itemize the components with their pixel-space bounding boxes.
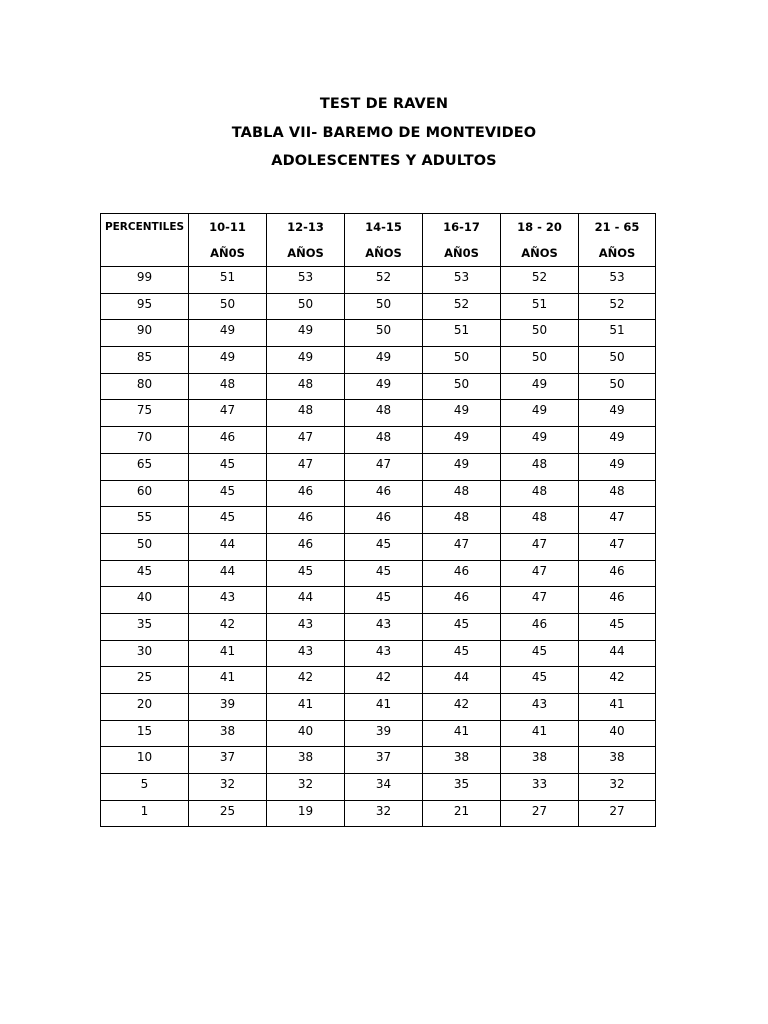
score-cell: 38 <box>267 747 345 774</box>
header-top-label: 18 - 20 <box>517 220 562 234</box>
score-cell: 32 <box>345 800 423 827</box>
score-cell: 49 <box>501 400 579 427</box>
score-cell: 50 <box>579 373 656 400</box>
score-cell: 44 <box>189 560 267 587</box>
score-cell: 53 <box>423 267 501 294</box>
score-cell: 47 <box>267 453 345 480</box>
table-row <box>101 453 656 480</box>
score-cell: 50 <box>579 347 656 374</box>
score-cell: 51 <box>501 293 579 320</box>
score-cell: 52 <box>579 293 656 320</box>
score-cell: 48 <box>579 480 656 507</box>
header-bottom-label: AÑOS <box>598 246 636 260</box>
score-cell: 48 <box>423 507 501 534</box>
score-cell: 45 <box>345 560 423 587</box>
score-cell: 32 <box>579 774 656 801</box>
score-cell: 43 <box>345 613 423 640</box>
score-cell: 49 <box>345 373 423 400</box>
score-cell: 46 <box>267 507 345 534</box>
score-cell: 27 <box>501 800 579 827</box>
score-cell: 50 <box>345 320 423 347</box>
header-top-label: 21 - 65 <box>594 220 640 234</box>
score-cell: 42 <box>579 667 656 694</box>
score-cell: 41 <box>189 640 267 667</box>
header-bottom-label <box>101 240 188 266</box>
score-cell: 50 <box>423 347 501 374</box>
score-cell: 47 <box>579 507 656 534</box>
percentile-cell: 20 <box>101 694 189 721</box>
header-bottom-label: AÑ0S <box>210 246 245 260</box>
score-cell: 21 <box>423 800 501 827</box>
score-cell: 48 <box>189 373 267 400</box>
score-cell: 46 <box>423 560 501 587</box>
percentile-cell: 10 <box>101 747 189 774</box>
title-tabla-vii: TABLA VII- BAREMO DE MONTEVIDEO <box>231 124 537 141</box>
score-cell: 40 <box>579 720 656 747</box>
score-cell: 45 <box>423 640 501 667</box>
score-cell: 38 <box>579 747 656 774</box>
score-cell: 45 <box>501 640 579 667</box>
score-cell: 46 <box>345 480 423 507</box>
score-cell: 45 <box>189 453 267 480</box>
score-cell: 43 <box>267 613 345 640</box>
score-cell: 52 <box>501 267 579 294</box>
score-cell: 43 <box>501 694 579 721</box>
table-row <box>101 347 656 374</box>
score-cell: 47 <box>501 533 579 560</box>
score-cell: 49 <box>345 347 423 374</box>
score-cell: 49 <box>189 320 267 347</box>
document-titles <box>0 90 768 176</box>
score-cell: 38 <box>423 747 501 774</box>
score-cell: 40 <box>267 720 345 747</box>
score-cell: 45 <box>423 613 501 640</box>
score-cell: 45 <box>189 480 267 507</box>
score-cell: 38 <box>501 747 579 774</box>
table-row <box>101 480 656 507</box>
score-cell: 49 <box>189 347 267 374</box>
title-adolescentes-adultos: ADOLESCENTES Y ADULTOS <box>271 153 497 169</box>
table-body <box>101 267 656 827</box>
percentile-cell: 65 <box>101 453 189 480</box>
percentile-cell: 95 <box>101 293 189 320</box>
score-cell: 34 <box>345 774 423 801</box>
percentile-cell: 85 <box>101 347 189 374</box>
table-row <box>101 747 656 774</box>
score-cell: 48 <box>267 373 345 400</box>
score-cell: 42 <box>423 694 501 721</box>
header-age-group <box>423 214 501 267</box>
score-cell: 49 <box>267 320 345 347</box>
score-cell: 47 <box>579 533 656 560</box>
header-top-label: 12-13 <box>287 220 324 234</box>
score-cell: 44 <box>423 667 501 694</box>
header-top-label: 14-15 <box>365 220 402 234</box>
percentile-cell: 35 <box>101 613 189 640</box>
percentile-cell: 80 <box>101 373 189 400</box>
table-row <box>101 293 656 320</box>
score-cell: 48 <box>501 480 579 507</box>
table-row <box>101 800 656 827</box>
table-row <box>101 694 656 721</box>
table-row <box>101 720 656 747</box>
score-cell: 49 <box>579 400 656 427</box>
score-cell: 53 <box>579 267 656 294</box>
score-cell: 49 <box>579 453 656 480</box>
percentile-cell: 99 <box>101 267 189 294</box>
score-cell: 50 <box>267 293 345 320</box>
score-cell: 48 <box>345 400 423 427</box>
score-cell: 49 <box>267 347 345 374</box>
score-cell: 47 <box>501 560 579 587</box>
score-cell: 43 <box>267 640 345 667</box>
percentile-cell: 75 <box>101 400 189 427</box>
score-cell: 46 <box>423 587 501 614</box>
percentile-cell: 90 <box>101 320 189 347</box>
percentile-cell: 30 <box>101 640 189 667</box>
score-cell: 47 <box>501 587 579 614</box>
percentile-cell: 55 <box>101 507 189 534</box>
score-cell: 46 <box>267 533 345 560</box>
score-cell: 38 <box>189 720 267 747</box>
score-cell: 46 <box>189 427 267 454</box>
table-row <box>101 560 656 587</box>
table-row <box>101 667 656 694</box>
score-cell: 41 <box>345 694 423 721</box>
score-cell: 51 <box>423 320 501 347</box>
score-cell: 45 <box>345 587 423 614</box>
score-cell: 47 <box>345 453 423 480</box>
score-cell: 49 <box>501 373 579 400</box>
score-cell: 32 <box>267 774 345 801</box>
score-cell: 49 <box>423 400 501 427</box>
table-row <box>101 774 656 801</box>
score-cell: 39 <box>189 694 267 721</box>
percentile-cell: 60 <box>101 480 189 507</box>
header-row <box>101 214 656 267</box>
title-test-de-raven: TEST DE RAVEN <box>319 96 449 112</box>
score-cell: 50 <box>501 320 579 347</box>
score-cell: 46 <box>579 560 656 587</box>
score-cell: 45 <box>345 533 423 560</box>
score-cell: 41 <box>267 694 345 721</box>
table-row <box>101 613 656 640</box>
percentile-cell: 25 <box>101 667 189 694</box>
score-cell: 37 <box>345 747 423 774</box>
score-cell: 48 <box>501 453 579 480</box>
score-cell: 33 <box>501 774 579 801</box>
score-cell: 42 <box>189 613 267 640</box>
score-cell: 53 <box>267 267 345 294</box>
score-cell: 49 <box>423 453 501 480</box>
score-cell: 41 <box>501 720 579 747</box>
table-row <box>101 267 656 294</box>
score-cell: 41 <box>189 667 267 694</box>
score-cell: 51 <box>189 267 267 294</box>
header-top-label: 16-17 <box>443 220 480 234</box>
header-age-group <box>267 214 345 267</box>
score-cell: 46 <box>579 587 656 614</box>
score-cell: 41 <box>579 694 656 721</box>
table-row <box>101 640 656 667</box>
header-bottom-label: AÑOS <box>521 246 558 260</box>
score-cell: 27 <box>579 800 656 827</box>
score-cell: 47 <box>267 427 345 454</box>
score-cell: 42 <box>345 667 423 694</box>
score-cell: 44 <box>189 533 267 560</box>
score-cell: 46 <box>345 507 423 534</box>
table-row <box>101 373 656 400</box>
score-cell: 43 <box>345 640 423 667</box>
score-cell: 45 <box>189 507 267 534</box>
table-row <box>101 320 656 347</box>
score-cell: 50 <box>189 293 267 320</box>
header-top-label: 10-11 <box>209 220 246 234</box>
header-bottom-label: AÑOS <box>365 246 402 260</box>
baremo-table <box>100 213 656 827</box>
score-cell: 52 <box>345 267 423 294</box>
score-cell: 47 <box>189 400 267 427</box>
header-age-group <box>345 214 423 267</box>
score-cell: 39 <box>345 720 423 747</box>
table-row <box>101 533 656 560</box>
score-cell: 47 <box>423 533 501 560</box>
score-cell: 25 <box>189 800 267 827</box>
score-cell: 37 <box>189 747 267 774</box>
score-cell: 48 <box>345 427 423 454</box>
table-row <box>101 507 656 534</box>
score-cell: 48 <box>267 400 345 427</box>
table-header <box>101 214 656 267</box>
score-cell: 43 <box>189 587 267 614</box>
score-cell: 42 <box>267 667 345 694</box>
header-bottom-label: AÑOS <box>287 246 324 260</box>
score-cell: 44 <box>267 587 345 614</box>
score-cell: 49 <box>423 427 501 454</box>
header-age-group <box>579 214 656 267</box>
score-cell: 44 <box>579 640 656 667</box>
percentile-cell: 70 <box>101 427 189 454</box>
score-cell: 48 <box>501 507 579 534</box>
score-cell: 45 <box>501 667 579 694</box>
score-cell: 46 <box>267 480 345 507</box>
score-cell: 45 <box>267 560 345 587</box>
score-cell: 45 <box>579 613 656 640</box>
score-cell: 35 <box>423 774 501 801</box>
score-cell: 41 <box>423 720 501 747</box>
percentile-cell: 15 <box>101 720 189 747</box>
table-row <box>101 400 656 427</box>
table-row <box>101 427 656 454</box>
score-cell: 50 <box>423 373 501 400</box>
score-cell: 50 <box>501 347 579 374</box>
score-cell: 50 <box>345 293 423 320</box>
table-row <box>101 587 656 614</box>
score-cell: 49 <box>501 427 579 454</box>
score-cell: 46 <box>501 613 579 640</box>
score-cell: 19 <box>267 800 345 827</box>
score-cell: 49 <box>579 427 656 454</box>
score-cell: 32 <box>189 774 267 801</box>
score-cell: 51 <box>579 320 656 347</box>
score-cell: 52 <box>423 293 501 320</box>
header-top-label: PERCENTILES <box>104 221 185 233</box>
header-age-group <box>189 214 267 267</box>
header-age-group <box>501 214 579 267</box>
percentile-cell: 50 <box>101 533 189 560</box>
percentile-cell: 45 <box>101 560 189 587</box>
percentile-cell: 5 <box>101 774 189 801</box>
header-percentiles <box>101 214 189 267</box>
header-bottom-label: AÑ0S <box>444 246 479 260</box>
percentile-cell: 40 <box>101 587 189 614</box>
score-cell: 48 <box>423 480 501 507</box>
percentile-cell: 1 <box>101 800 189 827</box>
